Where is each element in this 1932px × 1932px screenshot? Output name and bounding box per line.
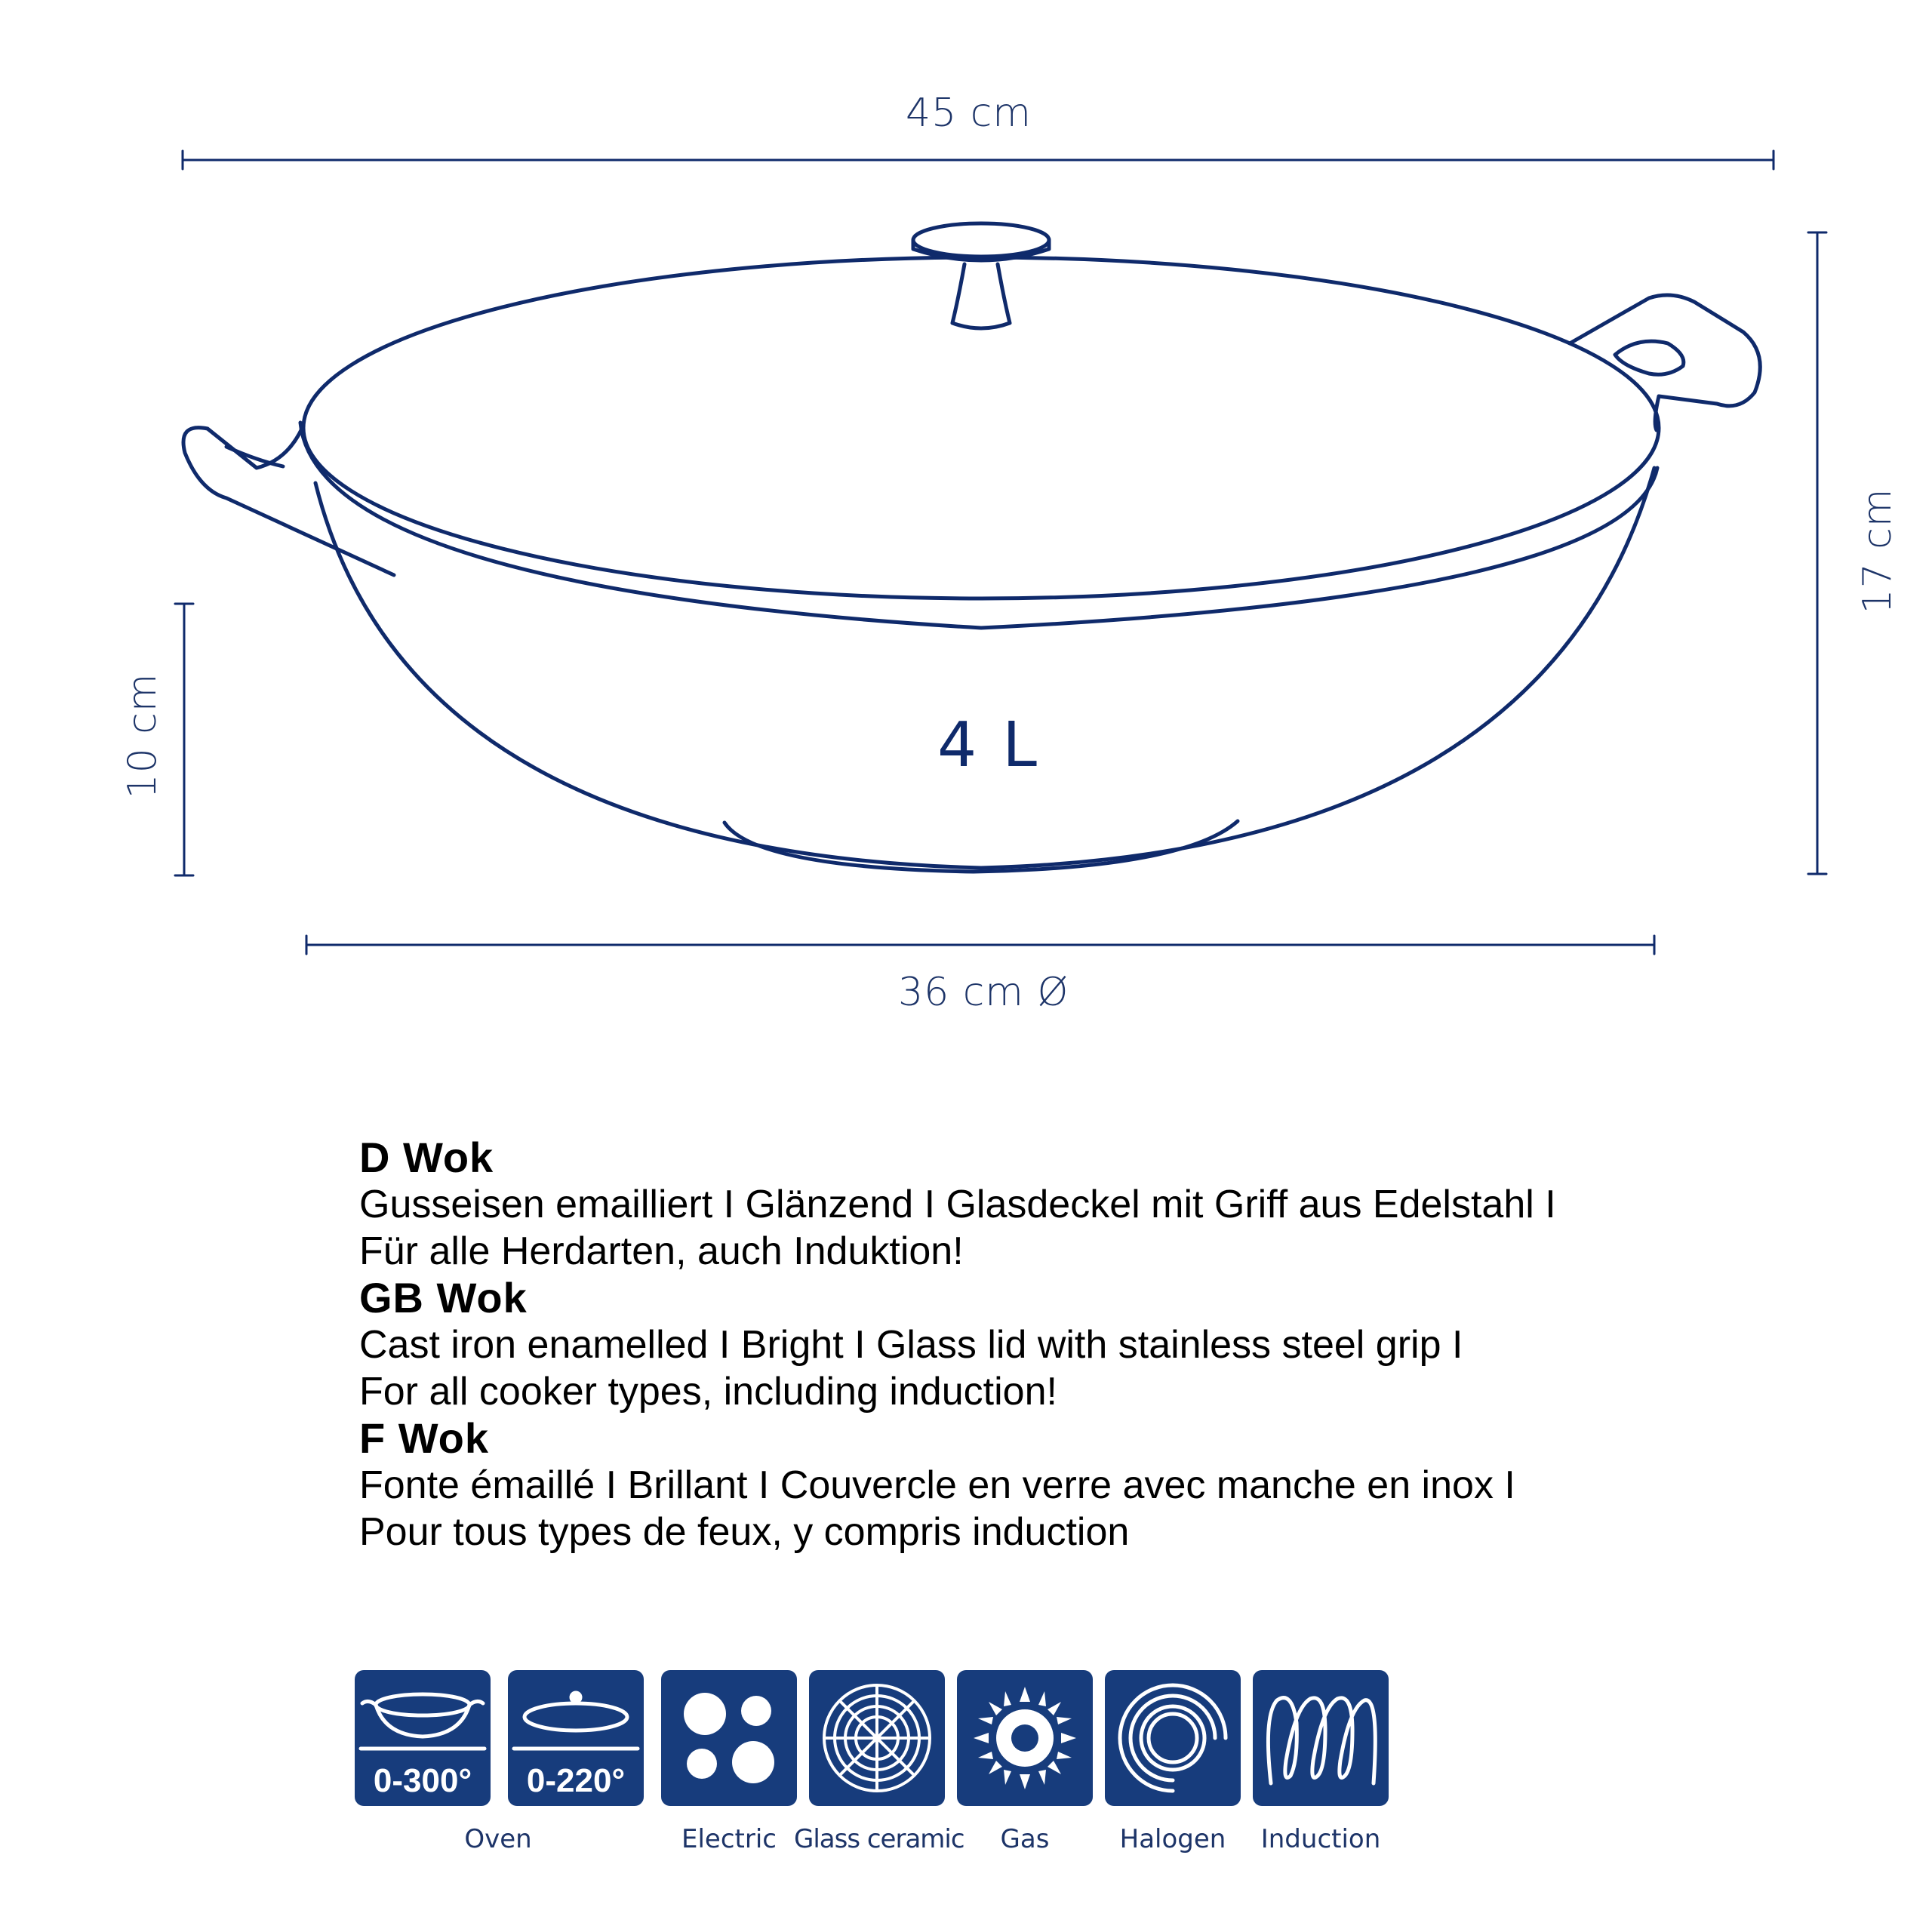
capacity-label: 4 L	[937, 709, 1040, 781]
glass-ceramic-hob-icon	[809, 1670, 945, 1806]
wok-base	[724, 821, 1238, 872]
body-height-dimension-line	[175, 604, 193, 875]
oven-wok-temp: 0-300°	[373, 1762, 472, 1799]
caption-gas: Gas	[1000, 1824, 1050, 1854]
wok-body	[315, 468, 1654, 868]
caption-halogen: Halogen	[1119, 1824, 1226, 1854]
oven-lid-temp: 0-220°	[526, 1762, 626, 1799]
description-line: Cast iron enamelled I Bright I Glass lid with stainless steel grip I	[359, 1323, 1463, 1367]
caption-electric: Electric	[681, 1824, 777, 1854]
right-handle	[1570, 295, 1760, 430]
description-line: For all cooker types, including induction!	[359, 1370, 1057, 1414]
lid-knob	[913, 223, 1049, 328]
caption-oven: Oven	[464, 1824, 532, 1854]
electric-hob-icon	[661, 1670, 797, 1806]
oven-wok-icon	[355, 1670, 491, 1806]
caption-induction: Induction	[1260, 1824, 1381, 1854]
total-height-dimension-line	[1808, 232, 1826, 874]
body-height-label: 10 cm	[120, 672, 165, 799]
lid-width-label: 45 cm	[906, 91, 1032, 136]
heading-gb: GB Wok	[359, 1274, 528, 1321]
heading-f: F Wok	[359, 1414, 489, 1462]
left-handle	[183, 428, 394, 575]
description-gb	[359, 1275, 1718, 1415]
description-de	[359, 1134, 1718, 1275]
induction-coil-icon	[1253, 1670, 1389, 1806]
description-line: Gusseisen emailliert I Glänzend I Glasdeckel mit Griff aus Edelstahl I	[359, 1183, 1556, 1226]
description-line: Für alle Herdarten, auch Induktion!	[359, 1229, 964, 1273]
diameter-dimension-line	[306, 936, 1654, 954]
halogen-hob-icon	[1105, 1670, 1241, 1806]
heading-de: D Wok	[359, 1134, 494, 1181]
total-height-label: 17 cm	[1855, 488, 1900, 614]
glass-lid	[303, 257, 1659, 598]
description-f	[359, 1415, 1718, 1555]
diameter-label: 36 cm Ø	[898, 970, 1069, 1015]
lid-width-dimension-line	[183, 151, 1774, 169]
gas-burner-icon	[957, 1670, 1093, 1806]
cooktop-icons	[355, 1670, 1411, 1854]
description-line: Pour tous types de feux, y compris induction	[359, 1510, 1130, 1554]
right-handle-loop	[1615, 341, 1684, 374]
oven-lid-icon	[508, 1670, 644, 1806]
product-description	[359, 1134, 1718, 1555]
caption-glass-ceramic: Glass ceramic	[794, 1824, 964, 1854]
left-handle-inner	[226, 447, 283, 466]
description-line: Fonte émaillé I Brillant I Couvercle en verre avec manche en inox I	[359, 1463, 1515, 1507]
